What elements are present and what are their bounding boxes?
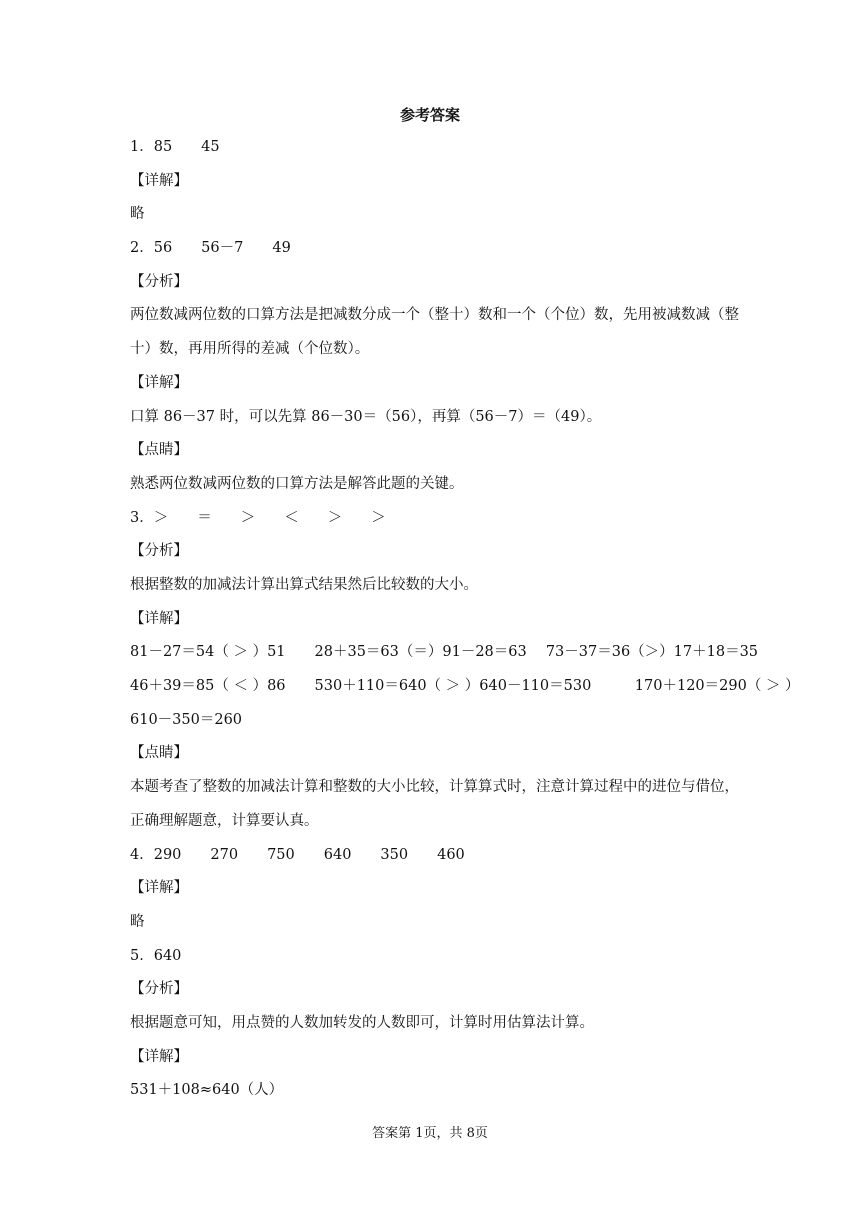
q4-detail: 略 — [130, 913, 145, 930]
q3-analysis: 根据整数的加减法计算出算式结果然后比较数的大小。 — [130, 576, 478, 593]
q2-answer: 2．56 56－7 49 — [130, 240, 291, 257]
q5-answer: 5．640 — [130, 947, 182, 964]
q3-hint: 本题考查了整数的加减法计算和整数的大小比较，计算算式时，注意计算过程中的进位与借位，正确理解题意，计算要认真。 — [130, 779, 739, 829]
q2-detail-label: 【详解】 — [130, 374, 188, 391]
q1-detail: 略 — [130, 206, 145, 223]
q3-hint-label: 【点睛】 — [130, 745, 188, 762]
q3-detail-line-2: 46＋39＝85（ ＜ ）86 530＋110＝640（ ＞ ）640－110＝530 170＋120＝290（ ＞ ） — [130, 678, 800, 695]
q3-answer: 3．＞ ＝ ＞ ＜ ＞ ＞ — [130, 509, 386, 526]
q2-hint-label: 【点睛】 — [130, 442, 188, 459]
q2-hint: 熟悉两位数减两位数的口算方法是解答此题的关键。 — [130, 475, 464, 492]
page-footer: 答案第 1页，共 8页 — [372, 1126, 488, 1141]
q3-detail-line-1: 81－27＝54（ ＞ ）51 28＋35＝63（＝）91－28＝63 73－37＝36（＞）17＋18＝35 — [130, 644, 759, 661]
q3-detail-line-3: 610－350＝260 — [130, 711, 243, 728]
q5-analysis-label: 【分析】 — [130, 981, 188, 998]
q3-detail-label: 【详解】 — [130, 610, 188, 627]
q3-analysis-label: 【分析】 — [130, 543, 188, 560]
q5-analysis: 根据题意可知，用点赞的人数加转发的人数即可，计算时用估算法计算。 — [130, 1014, 594, 1031]
answer-content — [130, 131, 800, 1108]
page-title: 参考答案 — [399, 106, 460, 124]
q2-analysis-label: 【分析】 — [130, 273, 188, 290]
q5-detail: 531＋108≈640（人） — [130, 1082, 284, 1099]
q2-analysis: 两位数减两位数的口算方法是把减数分成一个（整十）数和一个（个位）数，先用被减数减（整十）数，再用所得的差减（个位数）。 — [130, 307, 739, 358]
q5-detail-label: 【详解】 — [130, 1048, 188, 1065]
q4-detail-label: 【详解】 — [130, 880, 188, 897]
q1-detail-label: 【详解】 — [130, 172, 188, 189]
q4-answer: 4．290 270 750 640 350 460 — [130, 846, 465, 863]
q1-answer: 1．85 45 — [130, 139, 220, 155]
q2-detail: 口算 86－37 时，可以先算 86－30＝（56），再算（56－7）＝（49）。 — [130, 408, 602, 425]
